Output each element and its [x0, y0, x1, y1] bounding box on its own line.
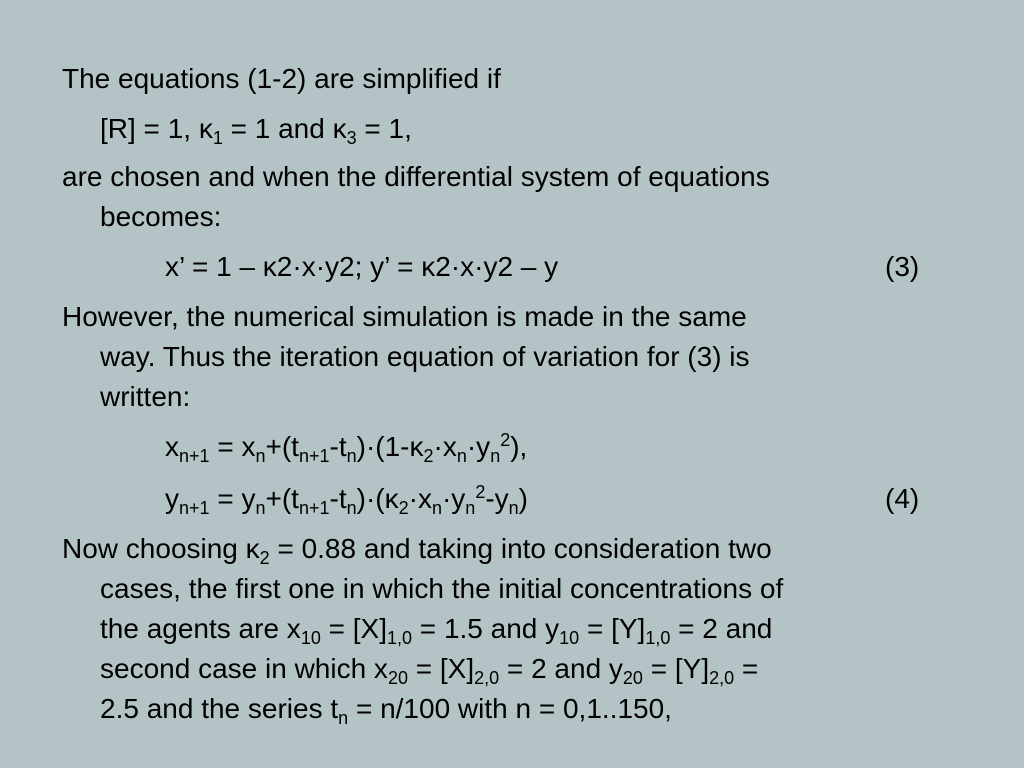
eq-text: )·(1-κ	[356, 431, 424, 462]
superscript: 2	[475, 482, 486, 502]
text-run: = [Y]	[642, 653, 710, 684]
text-run: = n/100 with n = 0,1..150,	[348, 693, 672, 724]
subscript: 10	[559, 628, 580, 648]
subscript: n+1	[179, 498, 210, 518]
eq-text: -y	[485, 483, 509, 514]
eq-text: = y	[209, 483, 256, 514]
paragraph-line: written:	[100, 381, 191, 412]
eq-text: +(t	[265, 483, 299, 514]
equation-3-number: (3)	[885, 251, 920, 282]
subscript: 2,0	[474, 668, 500, 688]
text-run: = [X]	[320, 613, 387, 644]
text-run: = [Y]	[579, 613, 646, 644]
eq-text: = x	[209, 431, 256, 462]
subscript: 1,0	[387, 628, 413, 648]
eq-text: )	[518, 483, 528, 514]
subscript: 2,0	[709, 668, 735, 688]
subscript: n	[456, 446, 467, 466]
subscript: n	[338, 708, 349, 728]
paragraph-line: becomes:	[100, 201, 222, 232]
subscript: n+1	[298, 446, 330, 466]
subscript: n+1	[179, 446, 210, 466]
eq-text: x	[165, 431, 179, 462]
paragraph-line: are chosen and when the differential system of equations	[62, 161, 770, 192]
eq-text: ·x	[408, 483, 432, 514]
subscript: 2	[423, 446, 434, 466]
paragraph-line	[100, 692, 672, 726]
eq-text: -t	[329, 431, 347, 462]
eq-text: ·y	[466, 431, 491, 462]
subscript: 1	[212, 128, 223, 148]
eq-text: ),	[510, 431, 528, 462]
subscript: 3	[346, 128, 357, 148]
paragraph-line: way. Thus the iteration equation of variation for (3) is	[100, 341, 750, 372]
eq-text: ·y	[441, 483, 466, 514]
subscript: n+1	[298, 498, 330, 518]
text-run: = 0.88 and taking into consideration two	[269, 533, 772, 564]
text-run: =	[734, 653, 759, 684]
text-run: = [X]	[407, 653, 475, 684]
subscript: n	[255, 498, 266, 518]
eq-text: y	[165, 483, 179, 514]
subscript: n	[346, 498, 357, 518]
subscript: 2	[398, 498, 409, 518]
subscript: n	[508, 498, 519, 518]
condition-text: = 1 and κ	[222, 113, 347, 144]
paragraph-line	[100, 652, 758, 686]
text-run: the agents are x	[100, 613, 301, 644]
text-run: Now choosing κ	[62, 533, 260, 564]
paragraph-line: However, the numerical simulation is made in the same	[62, 301, 747, 332]
subscript: n	[346, 446, 357, 466]
subscript: 10	[300, 628, 321, 648]
text-run: 2.5 and the series t	[100, 693, 339, 724]
eq-text: +(t	[265, 431, 299, 462]
equation-4a	[165, 430, 527, 464]
superscript: 2	[500, 430, 511, 450]
paragraph-line: cases, the first one in which the initial concentrations of	[100, 573, 784, 604]
text-run: = 2 and y	[499, 653, 623, 684]
condition-text: [R] = 1, κ	[100, 113, 213, 144]
intro-text: The equations (1-2) are simplified if	[62, 63, 501, 94]
text-run: = 2 and	[670, 613, 773, 644]
subscript: 2	[259, 548, 270, 568]
condition-line	[100, 112, 412, 146]
condition-text: = 1,	[356, 113, 412, 144]
subscript: n	[465, 498, 476, 518]
paragraph-line	[62, 532, 772, 566]
equation-4b	[165, 482, 528, 516]
subscript: 1,0	[645, 628, 671, 648]
subscript: 20	[387, 668, 408, 688]
text-run: second case in which x	[100, 653, 388, 684]
equation-4-number: (4)	[885, 483, 920, 514]
text-run: = 1.5 and y	[412, 613, 560, 644]
subscript: n	[431, 498, 442, 518]
eq-text: )·(κ	[356, 483, 399, 514]
equation-3: x’ = 1 – κ2·x·y2; y’ = κ2·x·y2 – y	[165, 251, 559, 282]
subscript: n	[490, 446, 501, 466]
eq-text: -t	[329, 483, 347, 514]
paragraph-line	[100, 612, 772, 646]
subscript: 20	[622, 668, 643, 688]
subscript: n	[255, 446, 266, 466]
eq-text: ·x	[433, 431, 457, 462]
